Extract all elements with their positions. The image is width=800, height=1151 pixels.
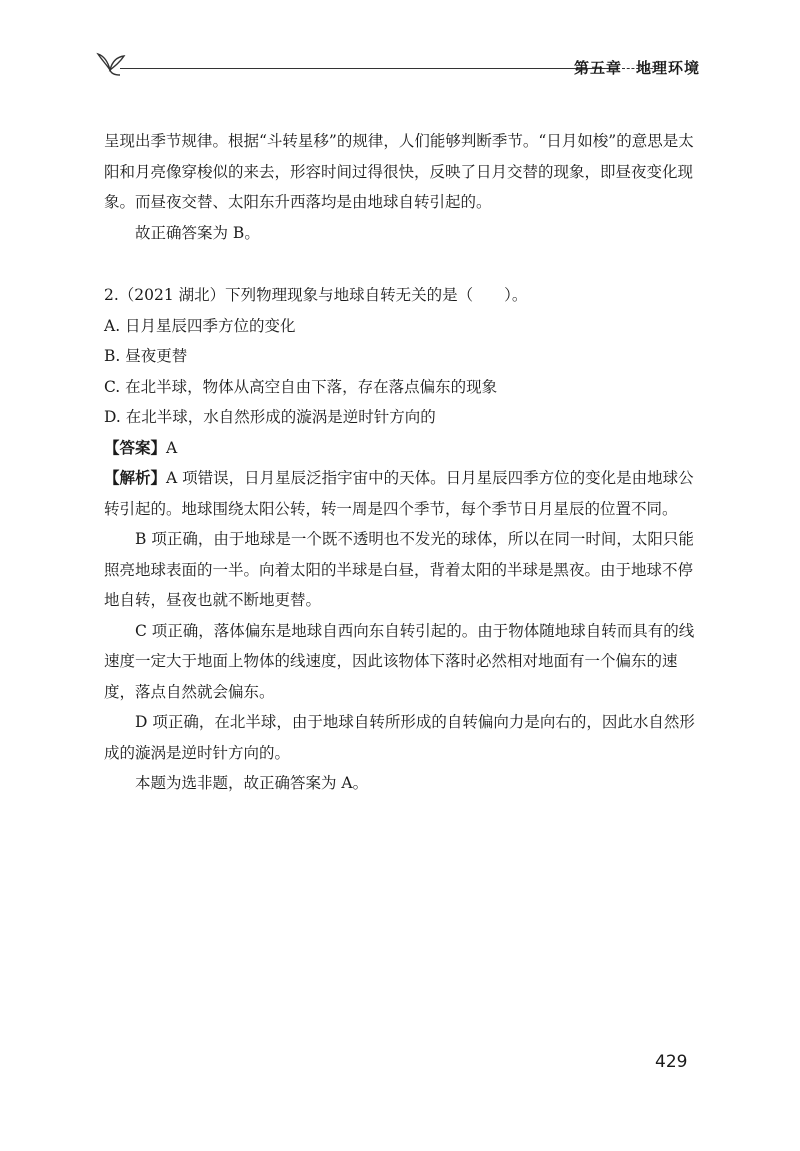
analysis-text: A 项错误，日月星辰泛指宇宙中的天体。日月星辰四季方位的变化是由地球公转引起的。地球围绕太阳公转，转一周是四个季节，每个季节日月星辰的位置不同。 [104,469,694,518]
answer-line [104,433,696,464]
analysis-paragraph: C 项正确，落体偏东是地球自西向东自转引起的。由于物体随地球自转而具有的线速度一定大于地面上物体的线速度，因此该物体下落时必然相对地面有一个偏东的速度，落点自然就会偏东。 [104,621,695,701]
running-header [574,57,700,78]
answer-value: A [166,438,178,457]
analysis-conclusion: 本题为选非题，故正确答案为 A。 [135,774,369,792]
section-gap [104,248,696,280]
analysis-paragraph: D 项正确，在北半球，由于地球自转所形成的自转偏向力是向右的，因此水自然形成的漩涡是逆时针方向的。 [104,713,695,762]
analysis-paragraph: B 项正确，由于地球是一个既不透明也不发光的球体，所以在同一时间，太阳只能照亮地球表面的一半。向着太阳的半球是白昼，背着太阳的半球是黑夜。由于地球不停地自转，昼夜也就不断地更替。 [104,530,694,609]
continued-paragraph: 呈现出季节规律。根据“斗转星移”的规律，人们能够判断季节。“日月如梭”的意思是太阳和月亮像穿梭似的来去，形容时间过得很快，反映了日月交替的现象，即昼夜变化现象。而昼夜交替、太阳东升西落均是由地球自转引起的。 [104,132,694,211]
chapter-title: 地理环境 [635,59,700,77]
option-d: D. 在北半球，水自然形成的漩涡是逆时针方向的 [104,408,436,426]
header-rule [120,68,620,69]
page-content [104,126,696,799]
answer-paragraph: 故正确答案为 B。 [135,223,260,242]
answer-label: 【答案】 [104,437,167,457]
analysis-label: 【解析】 [104,468,167,487]
page-number: 429 [655,1052,688,1072]
leaf-ornament-icon [96,42,136,82]
analysis-paragraph [104,463,696,524]
option-a: A. 日月星辰四季方位的变化 [104,316,296,335]
chapter-label: 第五章 [573,59,622,77]
page-header [96,42,700,82]
question-stem: 2.（2021 湖北）下列物理现象与地球自转无关的是（ ）。 [104,286,528,304]
option-b: B. 昼夜更替 [104,347,188,365]
option-c: C. 在北半球，物体从高空自由下落，存在落点偏东的现象 [104,377,498,396]
